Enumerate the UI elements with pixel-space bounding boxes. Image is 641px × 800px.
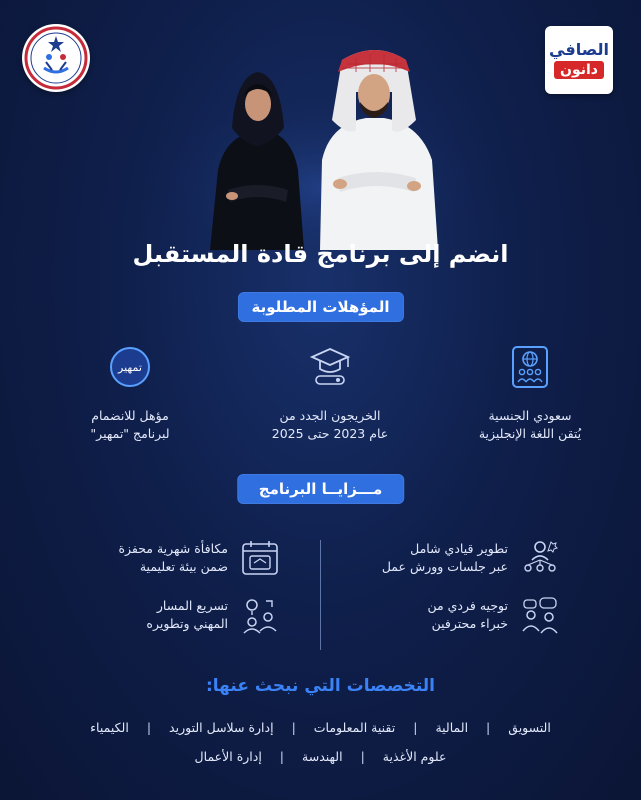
qualification-tamheer-line2: لبرنامج "تمهير"	[90, 426, 170, 441]
spec-finance: المالية	[435, 720, 469, 735]
program-logo	[22, 24, 90, 92]
spec-supply-chain: إدارة سلاسل التوريد	[169, 720, 274, 735]
headline: انضم إلى برنامج قادة المستقبل	[132, 240, 509, 268]
tamheer-icon	[108, 345, 152, 389]
benefit-career	[30, 595, 280, 635]
spec-separator: |	[360, 749, 365, 764]
benefits-title: مـــزايــا البرنامج	[237, 474, 404, 504]
benefit-leadership-line1: تطوير قيادي شامل	[410, 541, 508, 556]
benefit-leadership-line2: عبر جلسات وورش عمل	[381, 559, 508, 574]
spec-business: إدارة الأعمال	[194, 749, 262, 764]
specializations-row-1	[60, 720, 581, 735]
benefit-leadership	[320, 538, 560, 578]
spec-separator: |	[291, 720, 296, 735]
program-logo-emblem	[22, 24, 90, 92]
spec-it: تقنية المعلومات	[313, 720, 396, 735]
spec-food-science: علوم الأغذية	[382, 749, 447, 764]
spec-separator: |	[146, 720, 152, 735]
passport-people-icon	[511, 345, 549, 389]
mentoring-icon	[520, 595, 560, 635]
qualification-nationality-line1: سعودي الجنسية	[488, 408, 572, 423]
spec-engineering: الهندسة	[302, 749, 343, 764]
graduation-cap-icon	[308, 345, 352, 389]
qualification-tamheer	[45, 345, 215, 443]
qualification-graduates	[245, 345, 415, 443]
hero-illustration	[170, 20, 470, 250]
man-figure	[320, 50, 438, 250]
brand-name-top: الصافي	[549, 40, 609, 59]
qualification-nationality-line2: يُتقن اللغة الإنجليزية	[478, 426, 582, 441]
qualification-graduates-line1: الخريجون الجدد من	[279, 408, 381, 423]
brand-name-bottom: دانون	[554, 61, 604, 79]
spec-separator: |	[279, 749, 285, 764]
qualification-graduates-line2: عام 2023 حتى 2025	[271, 426, 389, 441]
spec-marketing: التسويق	[508, 720, 551, 735]
spec-separator: |	[486, 720, 491, 735]
benefit-mentoring-line1: توجيه فردي من	[427, 598, 508, 613]
calendar-reward-icon	[240, 538, 280, 578]
brand-logo	[545, 26, 613, 94]
specializations-title: التخصصات التي نبحث عنها:	[205, 676, 435, 696]
benefit-career-line1: تسريع المسار	[156, 598, 228, 613]
qualification-tamheer-line1: مؤهل للانضمام	[91, 408, 169, 423]
benefit-mentoring	[320, 595, 560, 635]
qualification-nationality	[445, 345, 615, 443]
qualifications-title: المؤهلات المطلوبة	[237, 292, 403, 322]
spec-chemistry: الكيمياء	[90, 720, 129, 735]
spec-separator: |	[413, 720, 418, 735]
benefit-reward-line2: ضمن بيئة تعليمية	[139, 559, 228, 574]
career-growth-icon	[240, 595, 280, 635]
benefit-mentoring-line2: خبراء محترفين	[431, 616, 508, 631]
specializations-row-2	[60, 749, 581, 764]
benefit-career-line2: المهني وتطويره	[146, 616, 228, 631]
leadership-icon	[520, 538, 560, 578]
benefit-reward	[30, 538, 280, 578]
benefit-reward-line1: مكافأة شهرية محفزة	[118, 541, 228, 556]
tamheer-icon-label: تمهير	[118, 361, 142, 374]
